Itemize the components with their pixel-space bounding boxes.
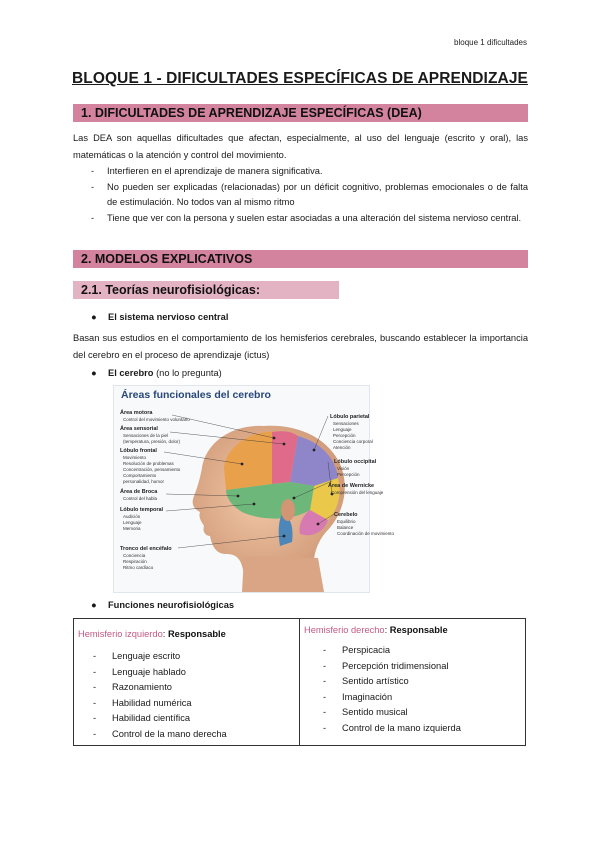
list-item: - Razonamiento [93, 682, 172, 692]
label-item: Equilibrio [337, 519, 356, 524]
document-title: BLOQUE 1 - DIFICULTADES ESPECÍFICAS DE APRENDIZAJE [72, 70, 528, 87]
bullet-icon: ● [91, 312, 97, 322]
label-wernicke-area: Área de Wernicke [328, 483, 375, 489]
figure-title: Áreas funcionales del cerebro [121, 389, 271, 401]
section-1-list [73, 164, 528, 226]
label-item: (temperatura, presión, dolor) [123, 439, 181, 444]
label-item: Conciencia [123, 553, 146, 558]
label-temporal-lobe: Lóbulo temporal [120, 507, 164, 513]
label-item: personalidad, humor [123, 479, 165, 484]
label-item: Respiración [123, 559, 147, 564]
brain-areas-figure [113, 385, 395, 593]
running-header: bloque 1 dificultades [454, 38, 527, 47]
label-broca-area: Área de Broca [120, 489, 158, 495]
list-item: - Sentido artístico [323, 676, 409, 686]
list-item: - Habilidad científica [93, 713, 191, 723]
label-item: Conciencia corporal [333, 439, 373, 444]
label-item: Coordinación de movimiento [337, 531, 395, 536]
label-item: Comportamiento [123, 473, 157, 478]
label-motor-area: Área motora [120, 410, 153, 416]
list-item: - Interfieren en el aprendizaje de manera significativa. [91, 166, 323, 176]
right-hemisphere-list [320, 643, 461, 736]
right-hemisphere-heading: Hemisferio derecho: Responsable [304, 625, 448, 635]
left-hemisphere-list [90, 649, 227, 742]
label-item: Ritmo cardíaco [123, 565, 154, 570]
label-item: Visión [337, 466, 350, 471]
label-item: Sensaciones de la piel [123, 433, 169, 438]
list-item: - Tiene que ver con la persona y suelen estar asociadas a una alteración del sistema nervioso central. [91, 212, 522, 223]
section-1-intro: Las DEA son aquellas dificultades que afectan, especialmente, al uso del lenguaje (escrito y oral), las matemáticas o la atención y control del movimiento. [73, 133, 528, 160]
label-item: Control del movimiento voluntario [123, 417, 190, 422]
label-cerebellum: Cerebelo [334, 512, 358, 518]
list-item: - Control de la mano izquierda [323, 722, 461, 733]
parietal-lobe-shape [290, 436, 338, 486]
label-item: Concentración, pensamiento [123, 467, 181, 472]
label-item: Balance [337, 525, 354, 530]
label-item: Resolución de problemas [123, 461, 174, 466]
label-frontal-lobe: Lóbulo frontal [120, 448, 157, 454]
label-item: Movimiento [123, 455, 147, 460]
document-page: bloque 1 dificultades BLOQUE 1 - DIFICULTADES ESPECÍFICAS DE APRENDIZAJE 1. DIFICULTADES DE APRENDIZAJE ESPECÍFICAS (DEA) Las DEA son aquellas dificultades que afectan, especialmente, al uso del lenguaje (escrito y oral), las matemáticas o la atención y control del movimiento. - Interfieren en el aprendizaje de manera significativa. - No pueden ser explicadas (relacionadas) por un déficit cognitivo, problemas emocionales o de falta de estimulación. No todos van al mismo ritmo - Tiene que ver con la persona y suelen estar asociadas a una alteración del sistema nervioso central. 2. MODELOS EXPLICATIVOS 2.1. Teorías neurofisiológicas: ● El sistema nervioso central Basan sus estudios en el comportamiento de los hemisferios cerebrales, buscando establecer la importancia del cerebro en el proceso de aprendizaje (ictus) ● El cerebro (no lo pregunta) Áreas funcionales del cerebro Área motora Control del movimiento voluntario Área sensorial Sensaciones de la piel (temperatura, presión, dolor) Lóbulo frontal Movimiento Resolución de problemas Concentración, pensamiento Comportamiento personalidad, humor Área de Broca Control del habla Lóbulo temporal Audición Lenguaje Memoria Tronco del encéfalo Conciencia Respiración Ritmo cardíaco Lóbulo parietal Sensaciones Lenguaje Percepción Conciencia corporal Atención Lóbulo occipital Visión Percepción Área de Wernicke Comprensión del lenguaje Cerebelo Equilibrio Balance Coordinación de movimiento ● Funciones neurofisiológicas Hemisferio izquierdo: Responsable - Lenguaje escrito - Lenguaje hablado - Razonamiento - Habilidad numérica - Habilidad científica - Control de la mano derecha Hemisferio derecho: Responsable - Perspicacia - Percepción tridimensional - Sentido artístico - Imaginación - Sentido musical - Control de la mano izquierda [0, 0, 600, 848]
list-item: - Percepción tridimensional [323, 660, 449, 671]
list-item: - Imaginación [323, 691, 393, 702]
label-occipital-lobe: Lóbulo occipital [334, 459, 377, 465]
label-item: Percepción [333, 433, 356, 438]
neurophysiology-paragraph: Basan sus estudios en el comportamiento de los hemisferios cerebrales, buscando establecer la importancia del cerebro en el proceso de aprendizaje (ictus) [73, 333, 528, 360]
label-item: Sensaciones [333, 421, 359, 426]
label-brainstem: Tronco del encéfalo [120, 546, 172, 552]
neck-shape [242, 556, 324, 592]
label-item: Percepción [337, 472, 360, 477]
label-sensory-area: Área sensorial [120, 426, 158, 432]
bullet-icon: ● [91, 368, 97, 378]
subsection-2-1-heading: 2.1. Teorías neurofisiológicas: [73, 281, 339, 299]
list-item: - Control de la mano derecha [93, 728, 227, 739]
left-hemisphere-heading: Hemisferio izquierdo: Responsable [78, 629, 226, 639]
list-item: - Lenguaje hablado [93, 666, 186, 677]
list-item: - Habilidad numérica [93, 697, 192, 708]
section-2-heading: 2. MODELOS EXPLICATIVOS [73, 250, 528, 268]
label-item: Memoria [123, 526, 141, 531]
label-item: Lenguaje [333, 427, 352, 432]
label-parietal-lobe: Lóbulo parietal [330, 414, 370, 420]
table-divider [299, 619, 300, 745]
list-item: - Sentido musical [323, 707, 408, 717]
hemispheres-table [73, 618, 526, 746]
list-item: - No pueden ser explicadas (relacionadas) por un déficit cognitivo, problemas emocionales o de falta de estimulación. No todos van al mismo ritmo [91, 181, 528, 207]
label-item: Comprensión del lenguaje [331, 490, 384, 495]
label-item: Control del habla [123, 496, 158, 501]
label-item: Audición [123, 514, 141, 519]
list-item: - Perspicacia [323, 645, 391, 655]
list-item: - Lenguaje escrito [93, 651, 181, 661]
ear-shape [281, 499, 295, 521]
label-item: Atención [333, 445, 351, 450]
label-item: Lenguaje [123, 520, 142, 525]
section-1-heading: 1. DIFICULTADES DE APRENDIZAJE ESPECÍFICAS (DEA) [73, 104, 528, 122]
bullet-icon: ● [91, 600, 97, 610]
